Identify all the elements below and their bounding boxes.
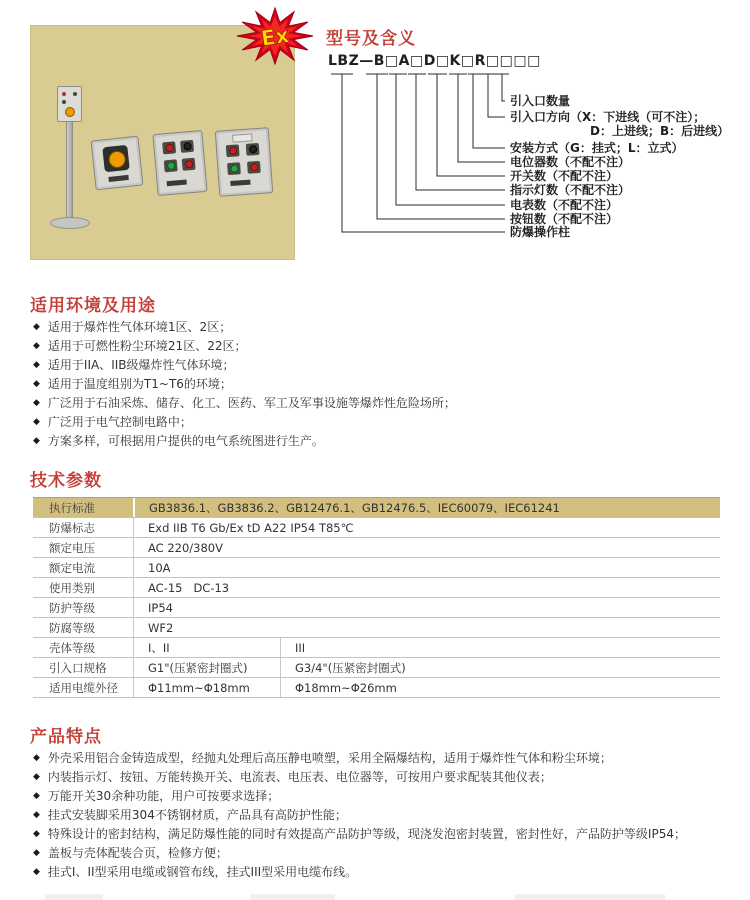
ex-badge-text: Ex <box>259 23 291 51</box>
table-row <box>33 658 720 678</box>
bullet-item <box>33 843 723 862</box>
table-row <box>33 518 720 538</box>
model-diagram <box>328 72 738 244</box>
diamond-bullet-icon: ◆ <box>33 416 40 427</box>
table-row <box>33 558 720 578</box>
button-bezel <box>162 141 176 154</box>
bullet-text: 适用于温度组别为T1~T6的环境； <box>47 377 232 391</box>
button-bezel <box>246 143 260 156</box>
control-column-base <box>50 217 90 229</box>
bullet-item <box>33 824 723 843</box>
params-table <box>33 497 720 698</box>
button-bezel <box>226 144 240 157</box>
bullet-text: 方案多样，可根据用户提供的电气系统图进行生产。 <box>47 434 324 448</box>
param-label: 防爆标志 <box>49 520 95 535</box>
bullet-item <box>33 767 723 786</box>
table-row <box>33 638 720 658</box>
bullet-item <box>33 317 723 336</box>
param-value-2: III <box>280 638 720 657</box>
amber-lamp-icon <box>65 107 75 117</box>
param-label: 适用电缆外径 <box>49 680 118 695</box>
green-button-icon <box>230 164 239 173</box>
red-button-icon <box>228 146 237 155</box>
bullet-item <box>33 862 723 881</box>
bullet-text: 适用于可燃性粉尘环境21区、22区； <box>47 339 247 353</box>
param-label: 额定电流 <box>49 560 95 575</box>
diagram-label: 引入口数量 <box>510 94 571 108</box>
knob-control-box <box>91 136 144 191</box>
diagram-label: 安装方式（G：挂式；L：立式） <box>510 141 684 155</box>
selector-knob-icon <box>108 150 127 169</box>
diamond-bullet-icon: ◆ <box>33 397 40 408</box>
bullet-item <box>33 431 723 450</box>
diamond-bullet-icon: ◆ <box>33 340 40 351</box>
pushbutton-box-2 <box>215 127 273 197</box>
features-section-title: 产品特点 <box>30 727 102 747</box>
nameplate <box>108 175 128 182</box>
bullet-item <box>33 393 723 412</box>
red-button-icon <box>62 92 66 96</box>
param-label: 额定电压 <box>49 540 95 555</box>
bullet-item <box>33 355 723 374</box>
diagram-label: 电表数（不配不注） <box>510 198 619 212</box>
diamond-bullet-icon: ◆ <box>33 752 40 763</box>
param-value-2: G3/4"(压紧密封圈式) <box>280 658 720 677</box>
button-bezel <box>180 140 194 153</box>
button-bezel <box>247 161 261 174</box>
bullet-text: 特殊设计的密封结构，满足防爆性能的同时有效提高产品防护等级，现浇发泡密封装置，密封性好，产品防护等级IP54； <box>47 827 686 841</box>
diamond-bullet-icon: ◆ <box>33 847 40 858</box>
knob-plate <box>102 145 129 172</box>
table-row <box>33 678 720 698</box>
table-row <box>33 538 720 558</box>
diagram-label: 按钮数（不配不注） <box>510 212 619 226</box>
param-value: AC 220/380V <box>133 538 720 557</box>
diagram-label: 开关数（不配不注） <box>510 169 619 183</box>
param-value-2: Φ18mm~Φ26mm <box>280 678 720 697</box>
control-column-pole <box>66 121 73 221</box>
param-label: 执行标准 <box>49 500 95 515</box>
pushbutton-box-1 <box>152 130 207 196</box>
bullet-text: 内装指示灯、按钮、万能转换开关、电流表、电压表、电位器等，可按用户要求配装其他仪表； <box>47 770 552 784</box>
param-value: WF2 <box>133 618 720 637</box>
diagram-label: 防爆操作柱 <box>510 225 571 239</box>
bullet-text: 外壳采用铝合金铸造成型，经抛丸处理后高压静电喷塑，采用全隔爆结构，适用于爆炸性气体和粉尘环境； <box>47 751 612 765</box>
diamond-bullet-icon: ◆ <box>33 828 40 839</box>
diamond-bullet-icon: ◆ <box>33 378 40 389</box>
red-button-icon <box>250 163 259 172</box>
bullet-text: 挂式安装脚采用304不锈钢材质，产品具有高防护性能； <box>47 808 347 822</box>
diagram-connector-lines <box>328 72 513 240</box>
bullet-text: 广泛用于石油采炼、储存、化工、医药、军工及军事设施等爆炸性危险场所； <box>47 396 456 410</box>
diamond-bullet-icon: ◆ <box>33 359 40 370</box>
param-label: 防护等级 <box>49 600 95 615</box>
black-button-icon <box>183 142 192 151</box>
param-value: Exd IIB T6 Gb/Ex tD A22 IP54 T85℃ <box>133 518 720 537</box>
bullet-item <box>33 412 723 431</box>
diamond-bullet-icon: ◆ <box>33 809 40 820</box>
table-row <box>33 598 720 618</box>
bullet-text: 万能开关30余种功能，用户可按要求选择； <box>47 789 280 803</box>
diamond-bullet-icon: ◆ <box>33 790 40 801</box>
param-value: G1"(压紧密封圈式) <box>133 658 280 677</box>
table-row <box>33 498 720 518</box>
bullet-text: 盖板与壳体配装合页，检修方便； <box>47 846 228 860</box>
bullet-text: 适用于IIA、IIB级爆炸性气体环境； <box>47 358 235 372</box>
param-value: IP54 <box>133 598 720 617</box>
usage-section-title: 适用环境及用途 <box>30 296 156 316</box>
bullet-text: 挂式I、II型采用电缆或钢管布线，挂式III型采用电缆布线。 <box>47 865 358 879</box>
features-list <box>33 748 723 881</box>
diagram-label: 指示灯数（不配不注） <box>510 183 631 197</box>
control-column-head <box>57 86 82 122</box>
table-row <box>33 618 720 638</box>
param-value: GB3836.1、GB3836.2、GB12476.1、GB12476.5、IEC60079、IEC61241 <box>133 498 720 517</box>
bullet-text: 广泛用于电气控制电路中； <box>47 415 192 429</box>
param-value: AC-15 DC-13 <box>133 578 720 597</box>
black-button-icon <box>248 145 257 154</box>
button-bezel <box>227 162 241 175</box>
params-section-title: 技术参数 <box>30 471 102 491</box>
diamond-bullet-icon: ◆ <box>33 866 40 877</box>
bullet-item <box>33 786 723 805</box>
red-button-icon <box>165 144 174 153</box>
param-label: 引入口规格 <box>49 660 107 675</box>
button-bezel <box>182 158 196 171</box>
bullet-text: 适用于爆炸性气体环境1区、2区； <box>47 320 232 334</box>
bullet-item <box>33 805 723 824</box>
red-button-icon <box>184 160 193 169</box>
ex-certification-badge <box>236 5 314 67</box>
nameplate <box>167 179 187 186</box>
bullet-item <box>33 374 723 393</box>
param-label: 使用类别 <box>49 580 95 595</box>
diagram-label: 电位器数（不配不注） <box>510 155 631 169</box>
usage-list <box>33 317 723 450</box>
param-label: 壳体等级 <box>49 640 95 655</box>
param-value: Φ11mm~Φ18mm <box>133 678 280 697</box>
model-code: LBZ—B□A□D□K□R□□□□ <box>328 53 541 69</box>
param-label: 防腐等级 <box>49 620 95 635</box>
green-button-icon <box>166 161 175 170</box>
param-value: I、II <box>133 638 280 657</box>
cutoff-element <box>250 894 335 900</box>
diamond-bullet-icon: ◆ <box>33 771 40 782</box>
table-row <box>33 578 720 598</box>
diamond-bullet-icon: ◆ <box>33 321 40 332</box>
black-button-icon <box>62 100 66 104</box>
bullet-item <box>33 748 723 767</box>
diagram-label: 引入口方向（X：下进线（可不注）； D：上进线；B：后进线） <box>510 110 730 138</box>
cutoff-element <box>515 894 665 900</box>
cutoff-element <box>45 894 103 900</box>
param-value: 10A <box>133 558 720 577</box>
black-button-icon <box>73 92 77 96</box>
bullet-item <box>33 336 723 355</box>
nameplate <box>230 180 250 186</box>
nameplate <box>232 133 253 142</box>
model-section-title: 型号及含义 <box>326 29 416 49</box>
button-bezel <box>164 159 178 172</box>
diamond-bullet-icon: ◆ <box>33 435 40 446</box>
